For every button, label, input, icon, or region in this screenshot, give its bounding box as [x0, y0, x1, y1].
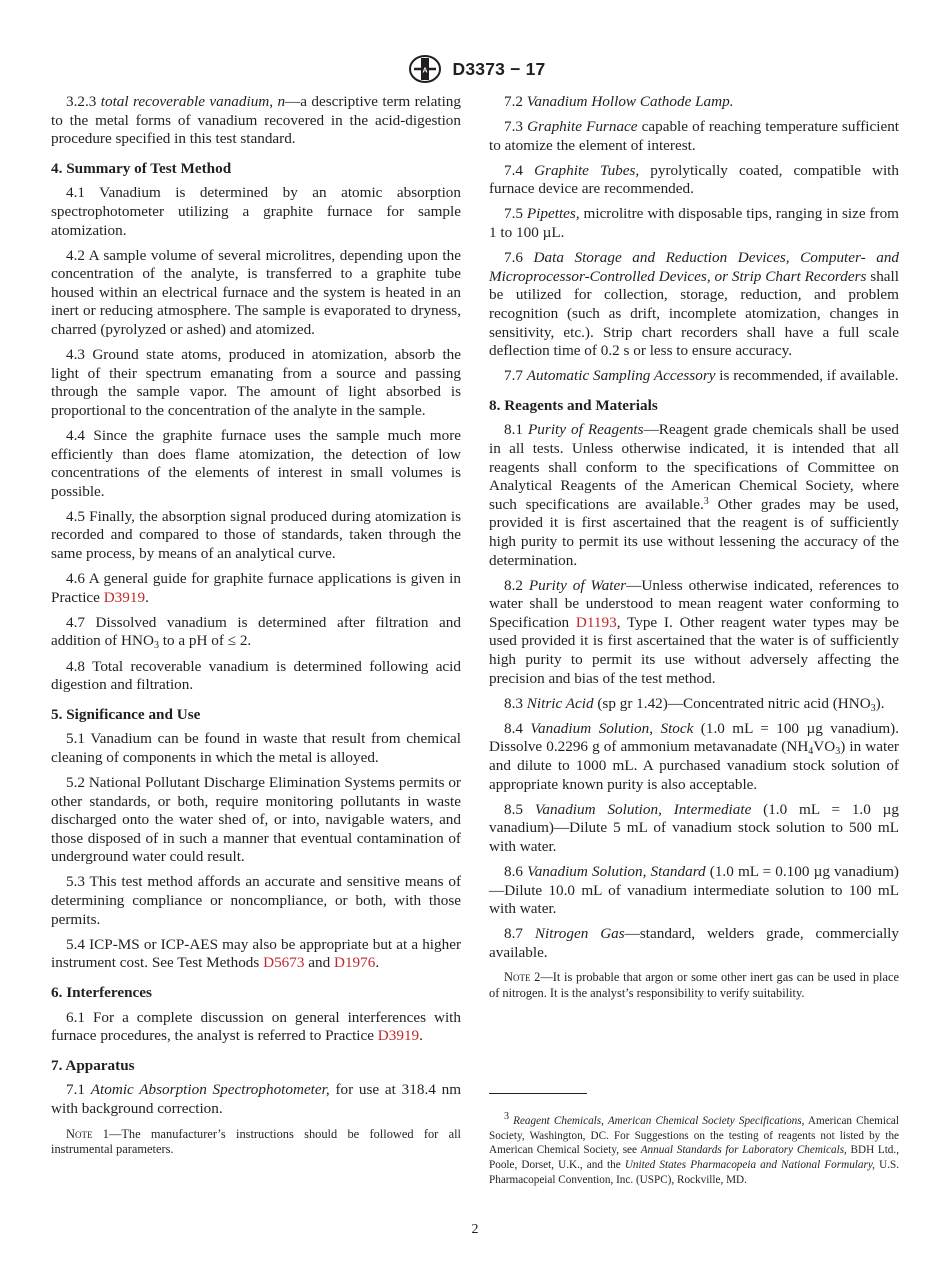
- paragraph-5-2: 5.2 National Pollutant Discharge Elimination Systems permits or other standards, or both, require monitoring pollutants in waste discharged onto the water shed of, or into, navigable waters, and those disposed of in such a manner that eventual contamination of underground water could result.: [51, 774, 461, 866]
- paragraph-5-1: 5.1 Vanadium can be found in waste that result from chemical cleaning of components in which the metal is alloyed.: [51, 730, 461, 766]
- standard-designation: D3373 − 17: [452, 58, 546, 79]
- paragraph-4-2: 4.2 A sample volume of several microlitres, depending upon the concentration of the analyte, is transferred to a graphite tube housed within an electrical furnace and the system is heated in an inert or reducing atmosphere. The sample is evaporated to dryness, charred (pyrolyzed or ashed) and atomized.: [51, 246, 461, 339]
- page-number: 2: [471, 1222, 479, 1237]
- paragraph-8-6: 8.6 Vanadium Solution, Standard (1.0 mL = 0.100 µg vanadium)—Dilute 10.0 mL of vanadium intermediate solution to 100 mL with water.: [489, 862, 899, 918]
- note-2: Note 2—It is probable that argon or some other inert gas can be used in place of nitrogen. It is the analyst’s responsibility to verify suitability.: [489, 970, 899, 1000]
- paragraph-8-1: 8.1 Purity of Reagents—Reagent grade chemicals shall be used in all tests. Unless otherwise indicated, it is intended that all reagents shall conform to the specifications of Committee on Analytical Reagents of the American Chemical Society, where such specifications are available.$^3$ Other grades may be used, provided it is first ascertained that the reagent is of sufficiently high purity to permit its use without lessening the accuracy of the determination.: [489, 421, 900, 569]
- astm-logo-icon: [405, 53, 445, 85]
- paragraph-4-5: 4.5 Finally, the absorption signal produced during atomization is recorded and compared to those of standards, taken through the same process, by means of an analytical curve.: [51, 507, 461, 563]
- section-heading-8: 8. Reagents and Materials: [489, 396, 658, 414]
- reference-link-d5673[interactable]: D5673: [263, 954, 305, 972]
- section-heading-7: 7. Apparatus: [51, 1056, 135, 1074]
- paragraph-5-3: 5.3 This test method affords an accurate and sensitive means of determining compliance or noncompliance, or both, with those permits.: [51, 873, 461, 928]
- paragraph-7-3: 7.3 Graphite Furnace capable of reaching temperature sufficient to atomize the element of interest.: [489, 118, 900, 154]
- section-heading-5: 5. Significance and Use: [51, 705, 201, 723]
- section-heading-6: 6. Interferences: [51, 983, 152, 1001]
- page-header: [0, 52, 950, 86]
- footnote-3: $^3$ Reagent Chemicals, American Chemical Society Specifications, American Chemical Society, Washington, DC. For Suggestions on the testing of reagents not listed by the American Chemical Society, see Annual Standards for Laboratory Chemicals, BDH Ltd., Poole, Dorset, U.K., and the United States Pharmacopeia and National Formulary, U.S. Pharmacopeial Convention, Inc. (USPC), Rockville, MD.: [489, 1111, 900, 1186]
- paragraph-4-1: 4.1 Vanadium is determined by an atomic absorption spectrophotometer utilizing a graphite furnace for sample atomization.: [51, 184, 461, 239]
- paragraph-3-2-3: 3.2.3 total recoverable vanadium, n—a descriptive term relating to the metal forms of vanadium recovered in the acid-digestion procedure specified in this test standard.: [51, 93, 461, 148]
- paragraph-7-4: 7.4 Graphite Tubes, pyrolytically coated, compatible with furnace device are recommended.: [489, 161, 899, 198]
- paragraph-8-3: 8.3 Nitric Acid (sp gr 1.42)—Concentrated nitric acid $(HNO_3)$.: [504, 694, 885, 714]
- left-column: [51, 93, 461, 1157]
- reference-link-d1976[interactable]: D1976: [333, 954, 376, 972]
- paragraph-7-5: 7.5 Pipettes, microlitre with disposable tips, ranging in size from 1 to 100 µL.: [489, 205, 899, 242]
- paragraph-8-5: 8.5 Vanadium Solution, Intermediate (1.0 mL = 1.0 µg vanadium)—Dilute 5 mL of vanadium stock solution to 500 mL with water.: [489, 800, 900, 855]
- reference-link-d3919[interactable]: D3919: [377, 1027, 420, 1045]
- paragraph-8-2: 8.2 Purity of Water—Unless otherwise indicated, references to water shall be understood to mean reagent water conforming to Specification D1193, Type I. Other reagent water types may be used provided it is first ascertained that the water is of sufficiently high purity to permit its use without adversely affecting the precision and bias of the test method.: [489, 576, 900, 687]
- paragraph-4-3: 4.3 Ground state atoms, produced in atomization, absorb the light of their spectrum emanating from a source and passing through the sample vapor. The amount of light absorbed is proportional to the concentration of the analyte in the sample.: [51, 346, 461, 419]
- paragraph-7-2: 7.2 Vanadium Hollow Cathode Lamp.: [504, 93, 734, 110]
- paragraph-5-4: 5.4 ICP-MS or ICP-AES may also be appropriate but at a higher instrument cost. See Test Methods D5673 and D1976.: [51, 935, 461, 972]
- paragraph-7-1: 7.1 Atomic Absorption Spectrophotometer, for use at 318.4 nm with background correction.: [51, 1081, 462, 1117]
- paragraph-4-8: 4.8 Total recoverable vanadium is determined following acid digestion and filtration.: [51, 657, 461, 694]
- paragraph-8-4: 8.4 Vanadium Solution, Stock (1.0 mL = 100 µg vanadium). Dissolve 0.2296 g of ammonium metavanadate $(NH_4VO_3)$ in water and dilute to 1000 mL. A purchased vanadium stock solution of appropriate known purity is also acceptable.: [489, 719, 899, 793]
- footnote-divider: [489, 1093, 587, 1094]
- svg-text:A: A: [421, 67, 428, 75]
- paragraph-6-1: 6.1 For a complete discussion on general interferences with furnace procedures, the analyst is referred to Practice D3919.: [51, 1008, 461, 1045]
- paragraph-4-4: 4.4 Since the graphite furnace uses the sample much more efficiently than does flame atomization, the detection of low concentrations of the elements of interest in small volumes is possible.: [51, 427, 461, 500]
- paragraph-7-7: 7.7 Automatic Sampling Accessory is recommended, if available.: [504, 367, 899, 385]
- paragraph-7-6: 7.6 Data Storage and Reduction Devices, Computer- and Microprocessor-Controlled Devices, or Strip Chart Recorders shall be utilized for collection, storage, reduction, and problem recognition (such as drift, incomplete atomization, changes in sensitivity, etc.). Strip chart recorders shall have a full scale deflection time of 0.2 s or less to ensure accuracy.: [489, 249, 899, 360]
- reference-link-d3919[interactable]: D3919: [103, 588, 146, 606]
- reference-link-d1193[interactable]: D1193: [575, 613, 617, 631]
- note-1: Note 1—The manufacturer’s instructions should be followed for all instrumental parameters.: [51, 1126, 461, 1156]
- paragraph-8-7: 8.7 Nitrogen Gas—standard, welders grade, commercially available.: [489, 925, 899, 961]
- paragraph-4-6: 4.6 A general guide for graphite furnace applications is given in Practice D3919.: [51, 570, 461, 606]
- paragraph-4-7: 4.7 Dissolved vanadium is determined after filtration and addition of $HNO_3$ to a pH of ≤ 2.: [51, 613, 461, 652]
- footnote-marker-3[interactable]: 3: [703, 495, 709, 507]
- section-heading-4: 4. Summary of Test Method: [51, 159, 232, 177]
- right-column: [489, 93, 899, 1001]
